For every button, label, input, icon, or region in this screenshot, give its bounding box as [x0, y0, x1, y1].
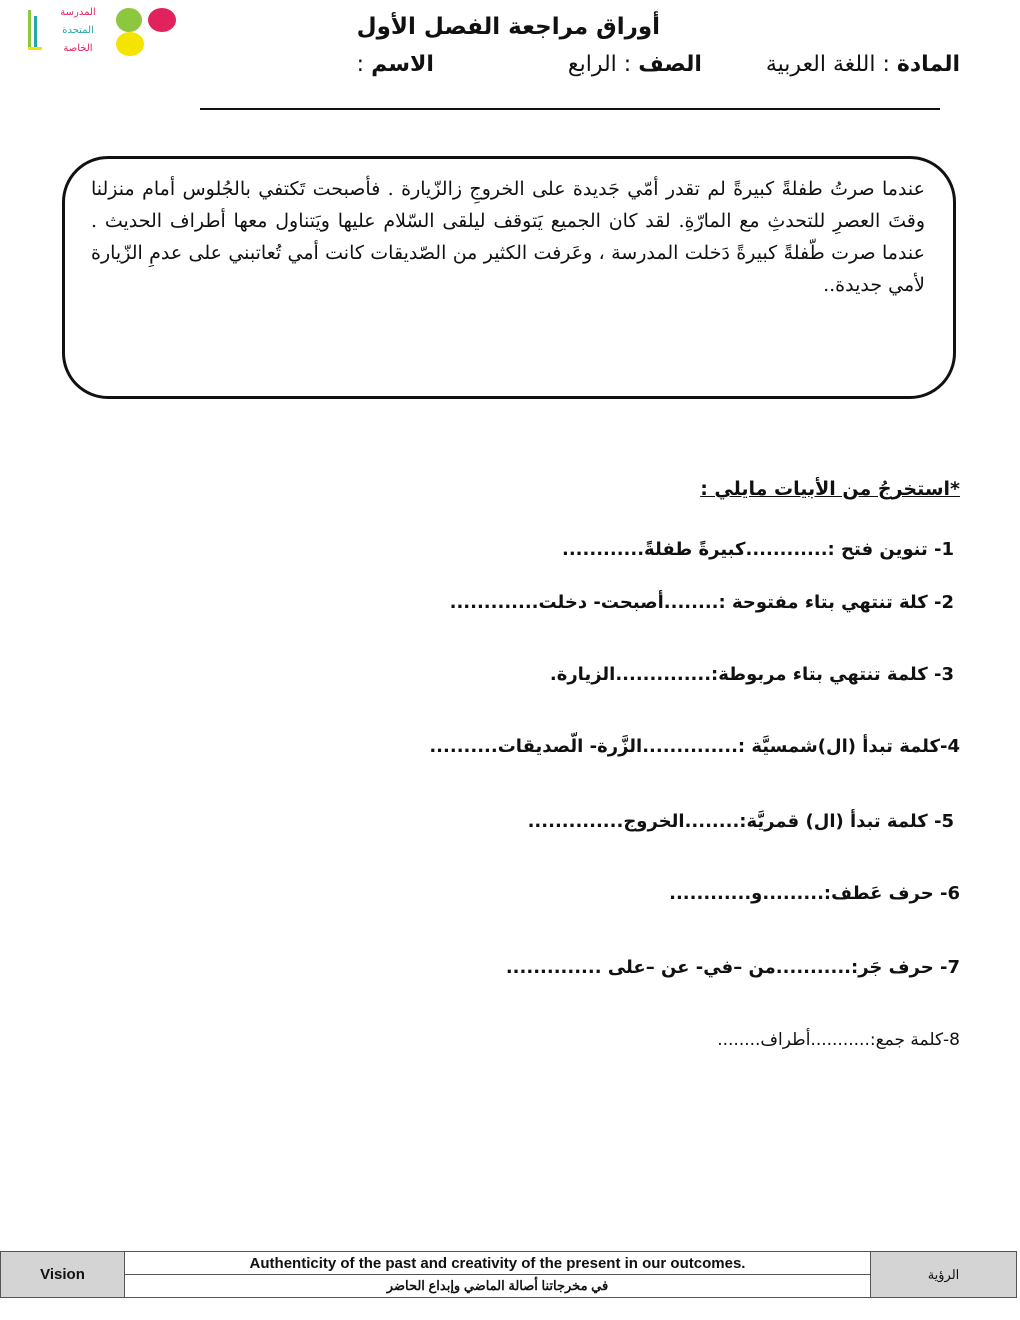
question-8: 8-كلمة جمع:...........أطراف........ [717, 1030, 960, 1050]
question-6: 6- حرف عَطف:.........و............ [669, 883, 960, 904]
logo-mark-icon [26, 8, 44, 54]
logo-green-dot [116, 8, 142, 32]
logo-yellow-dot [116, 32, 144, 56]
question-3: 3- كلمة تنتهي بتاء مربوطة:..............الزيارة. [549, 664, 954, 685]
vision-text-en: Authenticity of the past and creativity of the present in our outcomes. [125, 1252, 871, 1275]
logo-text-line3: الخاصة [63, 43, 93, 54]
subject-value: : اللغة العربية [765, 52, 890, 77]
question-4: 4-كلمة تبدأ (ال)شمسيَّة :..............الزَّرة- الّصديقات.......... [429, 736, 960, 757]
header-divider [200, 108, 940, 110]
vision-footer [0, 1251, 1017, 1298]
name-label: الاسم [371, 52, 434, 77]
passage-text: عندما صرتُ طفلةً كبيرةً لم تقدر أمّي جَديدة على الخروجِ زالزّيارة . فأصبحت تَكتفي بالجُلوس أمام منزلنا وقتَ العصرِ للتحدثِ مع المارّةِ. لقد كان الجميع يَتوقف ليلقى السّلام عليها ويَتناول معها أطراف الحديث . عندما صرت طّفلةً كبيرةً دَخلت المدرسة ، وعَرفت الكثير من الصّديقات كانت أمي تُعاتبني على عدمِ الزّيارة لأمي جديدة.. [91, 178, 925, 296]
vision-label-en: Vision [1, 1252, 125, 1298]
name-value: : [356, 52, 365, 77]
logo-pink-dot [148, 8, 176, 32]
logo-text-line2: المتحدة [62, 25, 94, 36]
school-logo [20, 4, 182, 60]
question-7: 7- حرف جَر:...........من –في- عن –على .............. [505, 957, 960, 978]
question-1: 1- تنوين فتح :............كبيرةً طفلةً............ [562, 539, 954, 560]
logo-text-line1: المدرسة [60, 7, 96, 18]
vision-text-ar: في مخرجاتنا أصالة الماضي وإبداع الحاضر [125, 1275, 871, 1298]
vision-label-ar: الرؤية [871, 1252, 1017, 1298]
page-title: أوراق مراجعة الفصل الأول [356, 14, 660, 40]
subject-label: المادة [896, 52, 960, 77]
instruction-heading: *استخرجُ من الأبيات مايلي : [700, 478, 960, 500]
grade-label: الصف [638, 52, 702, 77]
grade-value: : الرابع [567, 52, 632, 77]
header-info [357, 52, 960, 77]
passage-box [62, 156, 956, 399]
question-5: 5- كلمة تبدأ (ال) قمريَّة:........الخروج.............. [527, 811, 954, 832]
question-2: 2- كلة تنتهي بتاء مفتوحة :........أصبحت- دخلت............. [449, 592, 954, 613]
